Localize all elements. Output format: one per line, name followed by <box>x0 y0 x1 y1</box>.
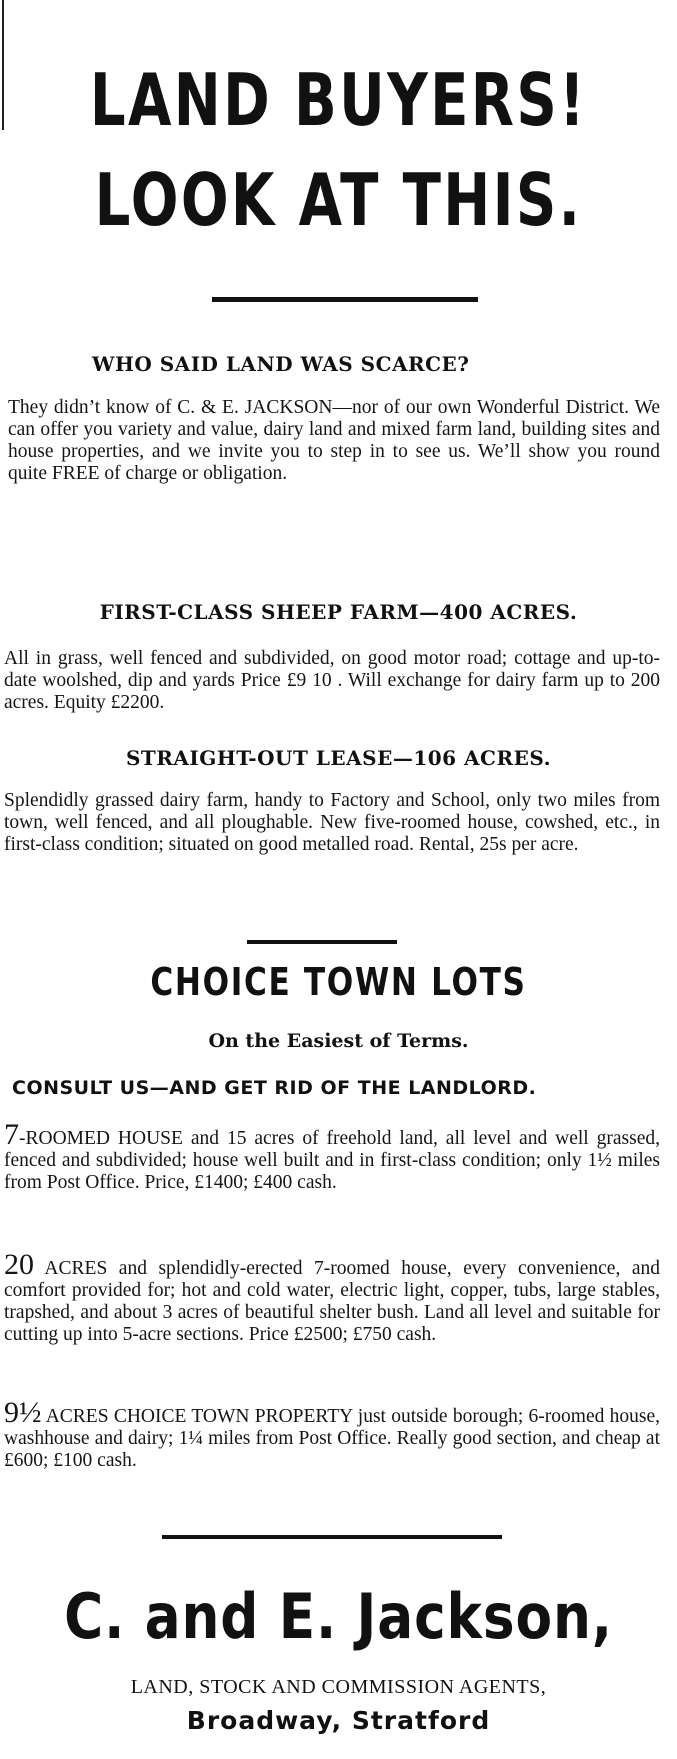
town-lots-heading: CHOICE TOWN LOTS <box>150 960 527 1004</box>
sheep-farm-paragraph: All in grass, well fenced and subdivided, on good motor road; cottage and up-to-date woolshed, dip and yards Price £9 10 . Will exchange for dairy farm up to 200 acres. Equity £2200. <box>4 648 660 713</box>
divider-rule-2 <box>247 940 397 944</box>
address-line: Broadway, Stratford <box>186 1706 491 1735</box>
listing-item <box>4 1248 660 1346</box>
headline-line-1: LAND BUYERS! <box>89 58 588 142</box>
listing-lead: 20 <box>4 1248 34 1281</box>
listing-lead: 9½ <box>4 1396 42 1429</box>
intro-heading: WHO SAID LAND WAS SCARCE? <box>92 352 470 376</box>
sheep-farm-heading: FIRST-CLASS SHEEP FARM—400 ACRES. <box>99 600 578 624</box>
town-lots-heading-wrap <box>0 960 677 1004</box>
firm-name: C. and E. Jackson, <box>64 1580 613 1653</box>
agents-line: LAND, STOCK AND COMMISSION AGENTS, <box>130 1676 547 1698</box>
listing-body: ACRES and splendidly-erected 7-roomed house, every convenience, and comfort provided for; hot and cold water, electric light, copper, tubs, large stables, trapshed, and about 3 acres of beautiful shelter bush. Land all level and suitable for cutting up into 5-acre sections. Price £2500; £750 cash. <box>4 1258 660 1345</box>
divider-rule <box>212 297 478 302</box>
divider-rule-3 <box>162 1535 502 1539</box>
headline-line-2: LOOK AT THIS. <box>94 158 583 242</box>
lease-paragraph: Splendidly grassed dairy farm, handy to Factory and School, only two miles from town, well fenced, and all ploughable. New five-roomed house, cowshed, etc., in first-class condition; situated on good metalled road. Rental, 25s per acre. <box>4 790 660 855</box>
listing-lead: 7 <box>4 1118 19 1151</box>
headline <box>0 52 677 148</box>
lease-heading-wrap <box>0 746 677 770</box>
lease-heading: STRAIGHT-OUT LEASE—106 ACRES. <box>125 746 552 770</box>
town-lots-subheading-wrap <box>0 1030 677 1052</box>
sheep-farm-heading-wrap <box>0 600 677 624</box>
listing-item <box>4 1396 660 1472</box>
listing-body: -ROOMED HOUSE and 15 acres of freehold land, all level and well grassed, fenced and subdivided; house well built and in first-class condition; only 1½ miles from Post Office. Price, £1400; £400 cash. <box>4 1128 660 1193</box>
consult-line: CONSULT US—AND GET RID OF THE LANDLORD. <box>12 1077 537 1099</box>
agents-line-wrap <box>0 1676 677 1699</box>
intro-paragraph: They didn’t know of C. & E. JACKSON—nor of our own Wonderful District. We can offer you variety and value, dairy land and mixed farm land, building sites and house properties, and we invite you to step in to see us. We’ll show you round quite FREE of charge or obligation. <box>8 397 660 484</box>
consult-wrap <box>12 1077 652 1099</box>
intro-heading-wrap <box>92 352 592 376</box>
firm-name-wrap <box>0 1580 677 1653</box>
town-lots-subheading: On the Easiest of Terms. <box>208 1030 469 1052</box>
address-line-wrap <box>0 1706 677 1735</box>
listing-item <box>4 1118 660 1194</box>
headline-second <box>0 152 677 248</box>
listing-body: ACRES CHOICE TOWN PROPERTY just outside borough; 6-roomed house, washhouse and dairy; 1¼ miles from Post Office. Really good section, and cheap at £600; £100 cash. <box>4 1406 660 1471</box>
